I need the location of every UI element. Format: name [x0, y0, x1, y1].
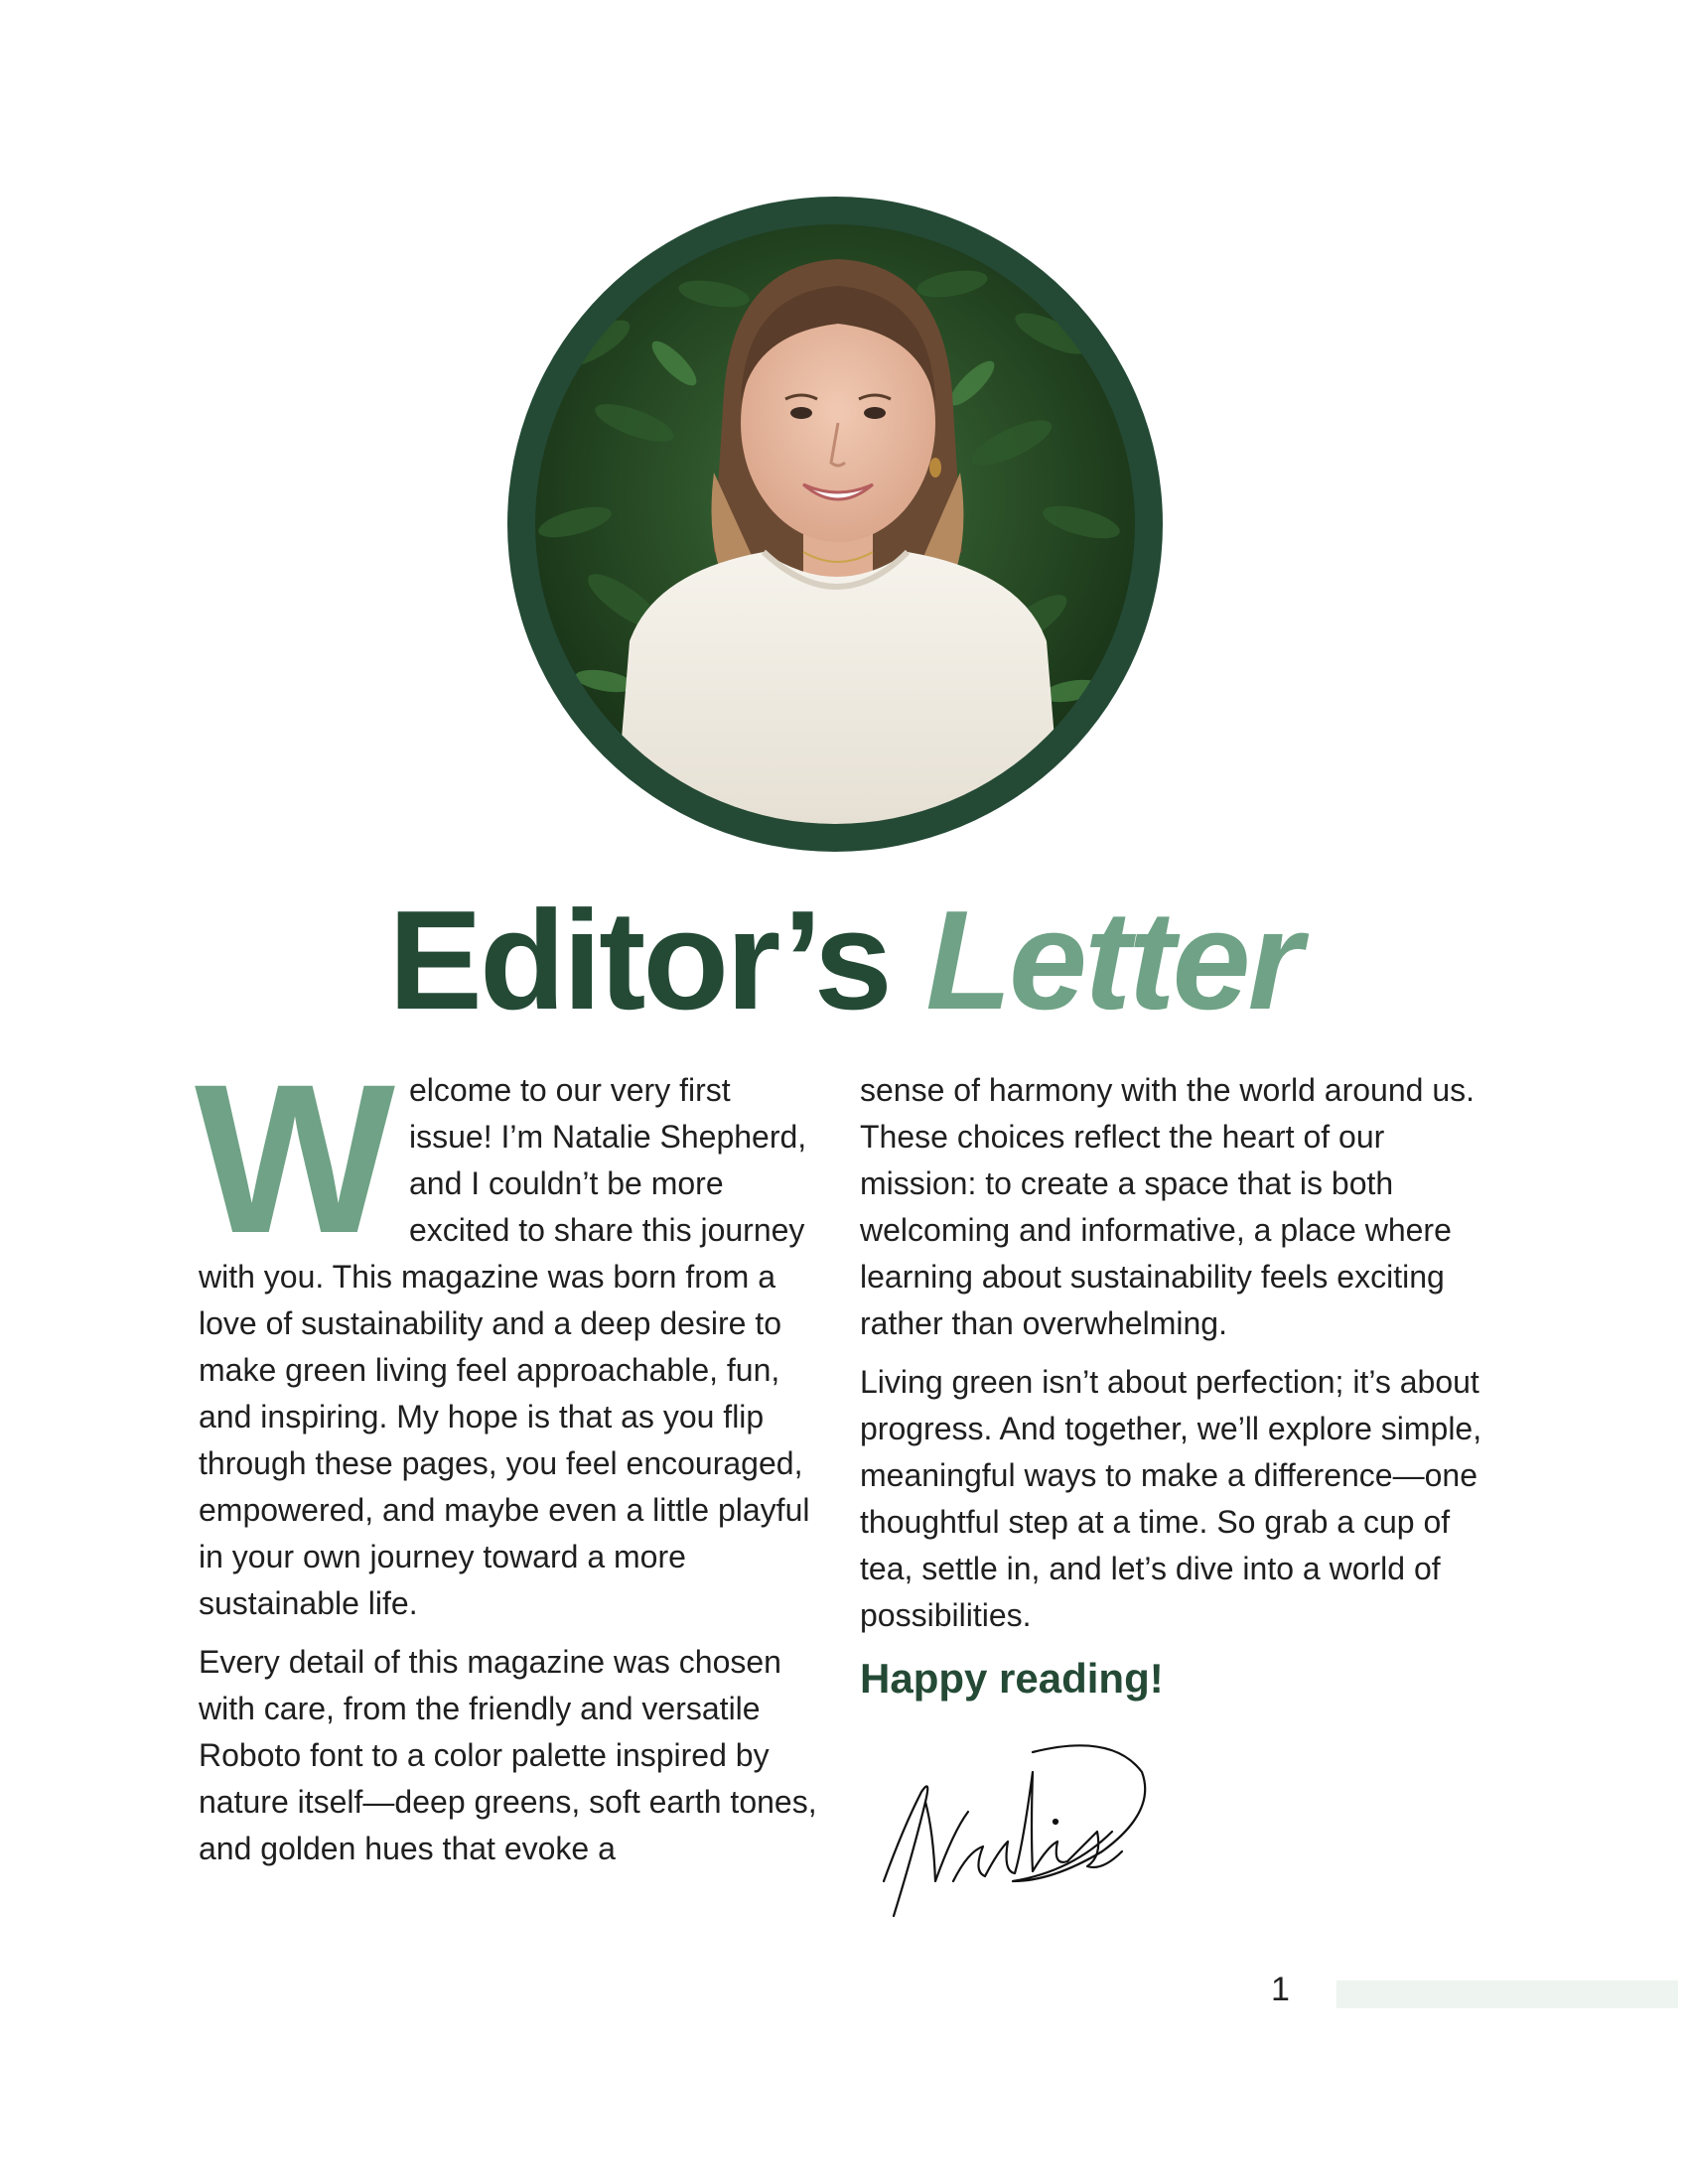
paragraph-details-start: Every detail of this magazine was chosen with care, from the friendly and versatile Roboto font to a color palette inspired by nature itself—deep greens, soft earth tones, and golden hues that evoke a — [199, 1644, 817, 1866]
right-column — [860, 1067, 1495, 1718]
paragraph-living-green: Living green isn’t about perfection; it’s about progress. And together, we’ll explore simple, meaningful ways to make a difference—one thoughtful step at a time. So grab a cup of tea, settle in, and let’s dive into a world of possibilities. — [860, 1364, 1482, 1633]
page-number: 1 — [1271, 1971, 1290, 2008]
signature-image — [874, 1732, 1162, 1926]
paragraph-welcome — [195, 1040, 819, 1627]
signoff: Happy reading! — [860, 1655, 1164, 1702]
page-title — [0, 884, 1688, 1038]
title-part-letter: Letter — [925, 882, 1300, 1039]
paragraph-welcome-text: elcome to our very first issue! I’m Natalie Shepherd, and I couldn’t be more excited to share this journey with you. This magazine was born from a love of sustainability and a deep desire to make green living feel approachable, fun, and inspiring. My hope is that as you flip through these pages, you feel encouraged, empowered, and maybe even a little playful in your own journey toward a more sustainable life. — [199, 1072, 810, 1621]
title-part-editors: Editor’s — [388, 882, 890, 1039]
paragraph-details-continued: sense of harmony with the world around us. These choices reflect the heart of our mission: to create a space that is both welcoming and informative, a place where learning about sustainability feels exciting rather than overwhelming. — [860, 1072, 1475, 1341]
editor-portrait-photo — [535, 224, 1135, 824]
left-column — [195, 1040, 819, 1884]
portrait-frame — [507, 197, 1163, 852]
footer-accent-bar — [1336, 1980, 1678, 2008]
drop-cap: W — [195, 1040, 395, 1278]
